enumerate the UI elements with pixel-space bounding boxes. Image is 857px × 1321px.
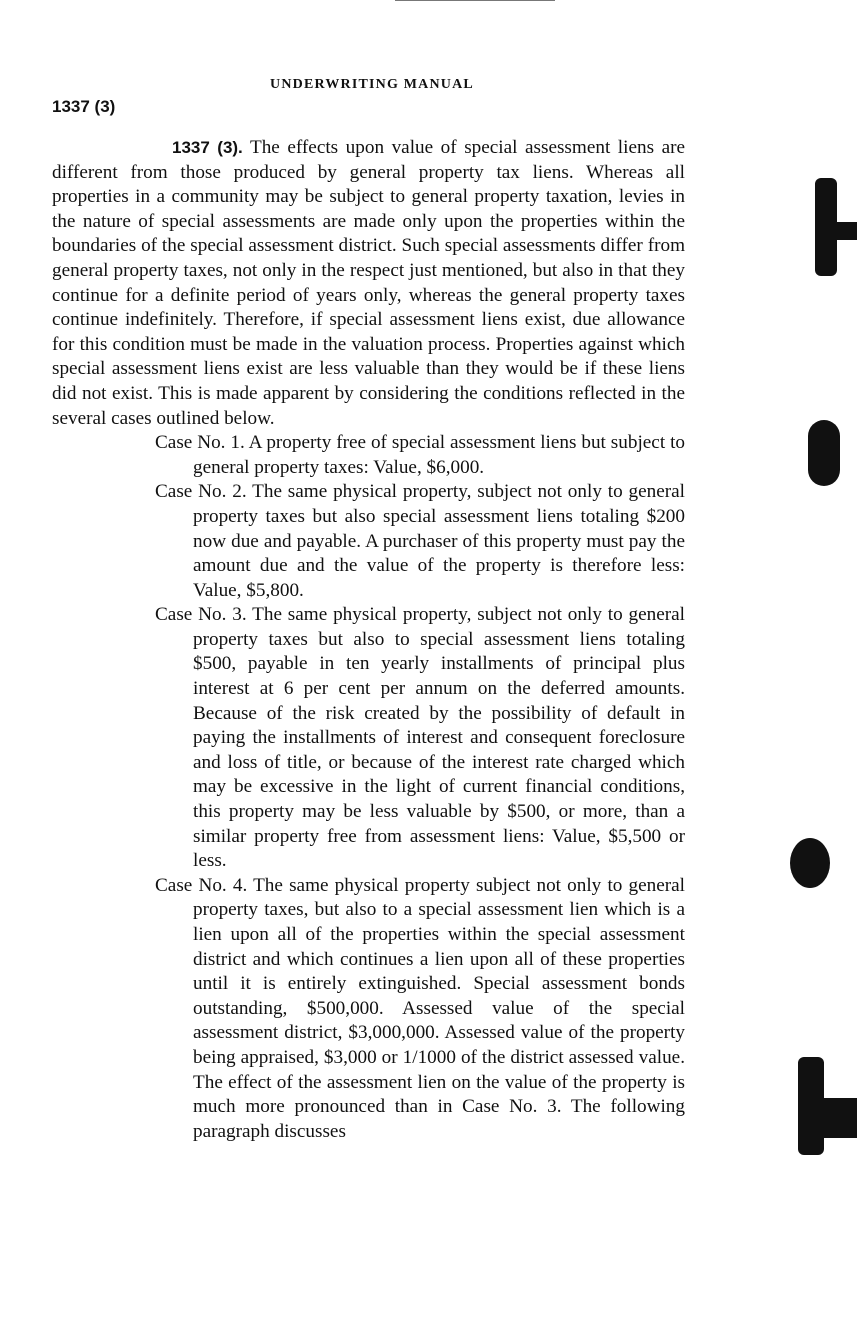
binder-mark xyxy=(808,420,840,486)
top-rule xyxy=(395,0,555,1)
section-number: 1337 (3) xyxy=(52,97,116,116)
paragraph-text: The effects upon value of special assessment liens are different from those produced by general property tax liens. Whereas all properties in a community may be subject to general property taxation, levies in the nature of special assessments are made only upon the properties within the boundaries of the special assessment district. Such special assessments differ from general property taxes, not only in the respect just mentioned, but also in that they continue for a definite period of years only, whereas the general property taxes continue indefinitely. Therefore, if special assessment liens exist, due allowance for this condition must be made in the valuation process. Properties against which special assessment liens exist are less valuable than they would be if these liens did not exist. This is made apparent by considering the conditions reflected in the several cases outlined below. xyxy=(52,137,686,429)
paragraph-lead-number: 1337 (3). xyxy=(172,138,243,157)
binder-mark xyxy=(810,1098,857,1138)
body-text xyxy=(52,136,685,1144)
case-item-4: Case No. 4. The same physical property subject not only to general property taxes, but also to a special assessment lien which is a lien upon all of the properties within the special assessment district and which continues a lien upon all of these properties until it is entirely extinguished. Special assessment bonds outstanding, $500,000. Assessed value of the special assessment district, $3,000,000. Assessed value of the property being appraised, $3,000 or 1/1000 of the district assessed value. The effect of the assessment lien on the value of the property is much more pronounced than in Case No. 3. The following paragraph discusses xyxy=(155,874,685,1142)
intro-paragraph xyxy=(52,136,685,431)
case-item-1: Case No. 1. A property free of special assessment liens but subject to general property taxes: Value, $6,000. xyxy=(155,432,685,478)
running-header: UNDERWRITING MANUAL xyxy=(270,77,474,92)
case-item-2: Case No. 2. The same physical property, subject not only to general property taxes but also special assessment liens totaling $200 now due and payable. A purchaser of this property must pay the amount due and the value of the property is therefore less: Value, $5,800. xyxy=(155,481,685,601)
case-item-3: Case No. 3. The same physical property, subject not only to general property taxes but also to special assessment liens totaling $500, payable in ten yearly installments of principal plus interest at 6 per cent per annum on the deferred amounts. Because of the risk created by the possibility of default in paying the installments of interest and consequent foreclosure and loss of title, or because of the interest rate charged which may be excessive in the light of current financial conditions, this property may be less valuable by $500, or more, than a similar property free from assessment liens: Value, $5,500 or less. xyxy=(155,604,685,872)
binder-mark xyxy=(828,222,857,240)
binder-mark xyxy=(790,838,830,888)
